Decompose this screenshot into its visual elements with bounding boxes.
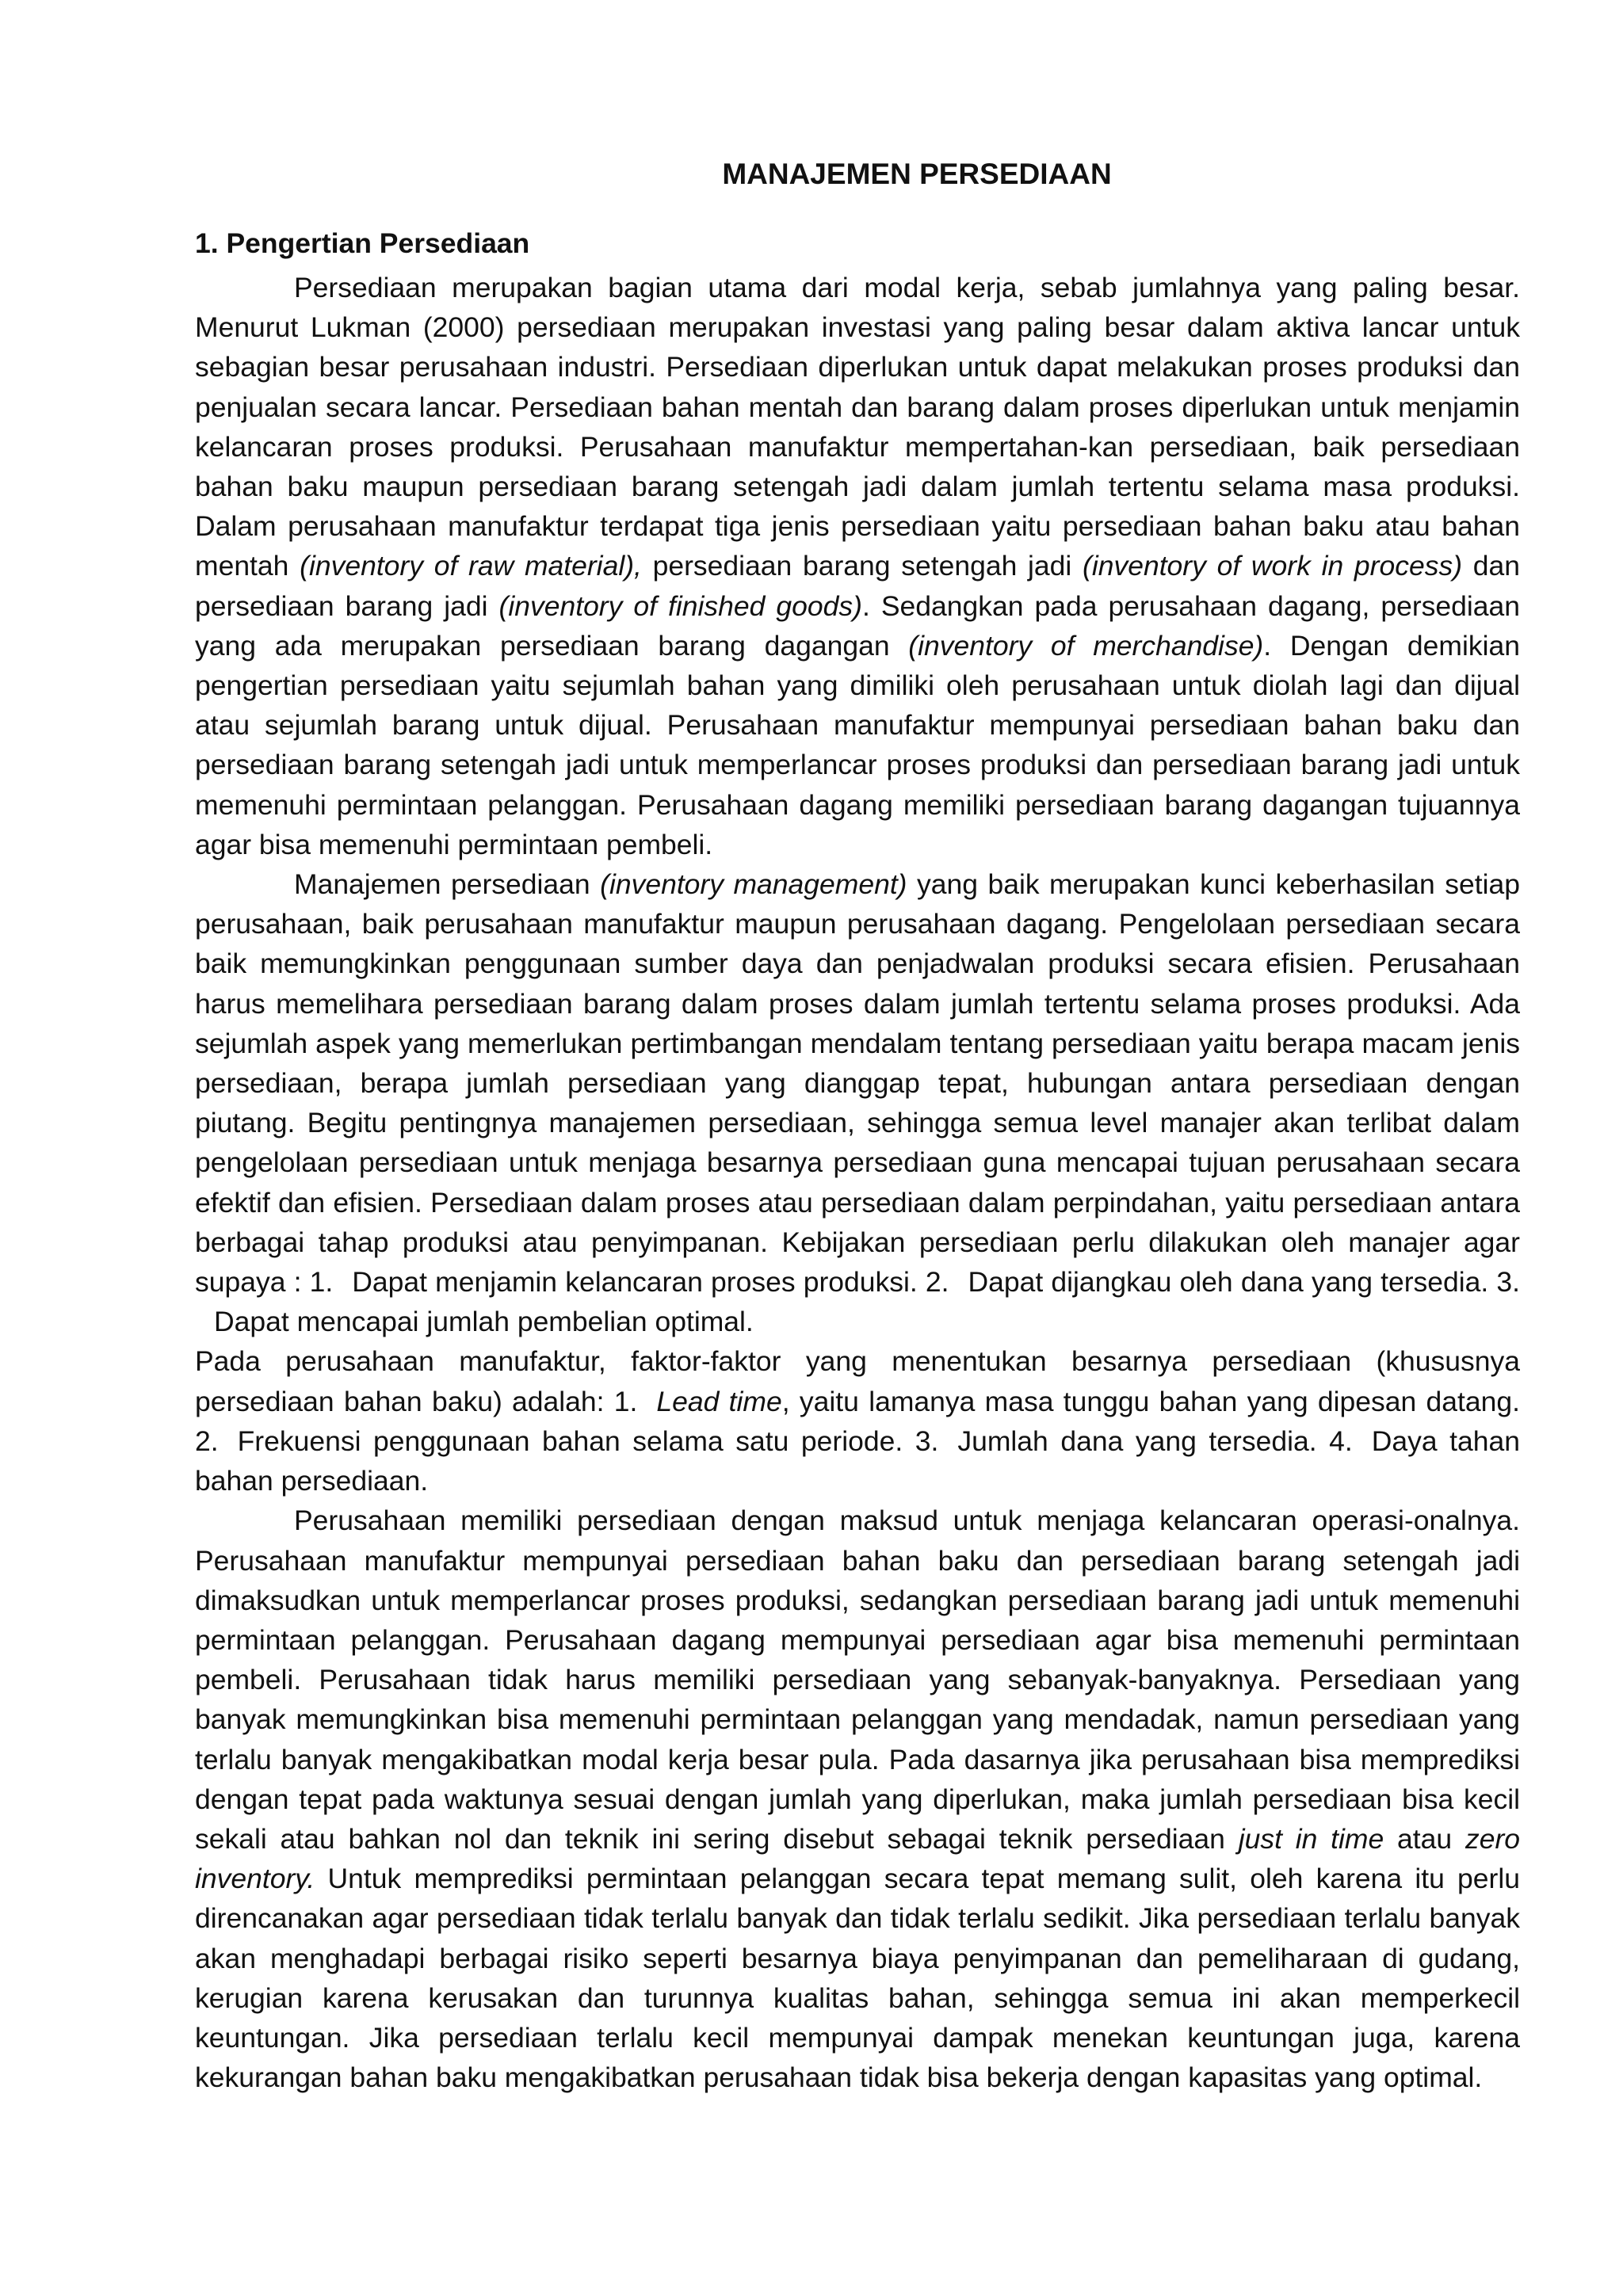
p2-text-a: Manajemen persediaan (294, 868, 601, 901)
p4-text-a: Perusahaan memiliki persediaan dengan maksud untuk menjaga kelancaran operasi-onalnya. Perusahaan manufaktur mempunyai persediaan bahan baku dan persediaan barang setengah jadi dimaksudkan untuk memperlancar proses produksi, sedangkan persediaan barang jadi untuk memenuhi permintaan pelanggan. Perusahaan dagang mempunyai persediaan agar bisa memenuhi permintaan pembeli. Perusahaan tidak harus memiliki persediaan yang sebanyak-banyaknya. Persediaan yang banyak memungkinkan bisa memenuhi permintaan pelanggan yang mendadak, namun persediaan yang terlalu banyak mengakibatkan modal kerja besar pula. Pada dasarnya jika perusahaan bisa memprediksi dengan tepat pada waktunya sesuai dengan jumlah yang diperlukan, maka jumlah persediaan bisa kecil sekali atau bahkan nol dan teknik ini sering disebut sebagai teknik persediaan (195, 1505, 1520, 1855)
p1-italic-b: (inventory of raw material), (300, 550, 642, 582)
document-page (195, 151, 1520, 2097)
p1-text-i: . Dengan demikian pengertian persediaan yaitu sejumlah bahan yang dimiliki oleh perusahaan untuk diolah lagi dan dijual atau sejumlah barang untuk dijual. Perusahaan manufaktur mempunyai persediaan bahan baku dan persediaan barang setengah jadi untuk memperlancar proses produksi dan persediaan barang jadi untuk memenuhi permintaan pelanggan. Perusahaan dagang memiliki persediaan barang dagangan tujuannya agar bisa memenuhi permintaan pembeli. (195, 629, 1520, 860)
paragraph-2 (195, 864, 1520, 1341)
p3-text-e: Jumlah dana yang tersedia. 4. (957, 1425, 1353, 1457)
p1-text-g: . Sedangkan pada perusahaan dagang, persediaan yang ada merupakan persediaan barang dagangan (195, 589, 1521, 662)
p1-text-e: dan persediaan barang jadi (195, 550, 1520, 622)
p2-text-c: yang baik merupakan kunci keberhasilan setiap perusahaan, baik perusahaan manufaktur maupun perusahaan dagang. Pengelolaan persediaan secara baik memungkinkan penggunaan sumber daya dan penjadwalan produksi secara efisien. Perusahaan harus memelihara persediaan barang dalam proses dalam jumlah tertentu selama proses produksi. Ada sejumlah aspek yang memerlukan pertimbangan mendalam tentang persediaan yaitu berapa macam jenis persediaan, berapa jumlah persediaan yang dianggap tepat, hubungan antara persediaan dengan piutang. Begitu pentingnya manajemen persediaan, sehingga semua level manajer akan terlibat dalam pengelolaan persediaan untuk menjaga besarnya persediaan guna mencapai tujuan perusahaan secara efektif dan efisien. Persediaan dalam proses atau persediaan dalam perpindahan, yaitu persediaan antara berbagai tahap produksi atau penyimpanan. Kebijakan persediaan perlu dilakukan oleh manajer agar supaya : 1. (195, 868, 1521, 1299)
p3-italic-b: Lead time (656, 1385, 782, 1417)
document-title: MANAJEMEN PERSEDIAAN (722, 158, 1112, 190)
p2-italic-b: (inventory management) (600, 868, 907, 901)
paragraph-1 (195, 268, 1520, 864)
p1-italic-d: (inventory of work in process) (1083, 550, 1463, 582)
paragraph-3 (195, 1341, 1520, 1501)
p4-text-c: atau (1384, 1822, 1465, 1855)
p3-text-d: Frekuensi penggunaan bahan selama satu periode. 3. (237, 1425, 939, 1457)
p3-text-f: Daya tahan bahan persediaan. (195, 1425, 1520, 1497)
p3-text-c: , yaitu lamanya masa tunggu bahan yang dipesan datang. 2. (195, 1385, 1520, 1457)
p4-italic-d: zero inventory. (195, 1822, 1521, 1895)
p1-italic-f: (inventory of finished goods) (498, 589, 862, 622)
p2-text-f: Dapat mencapai jumlah pembelian optimal. (214, 1306, 754, 1338)
p4-italic-b: just in time (1238, 1822, 1384, 1855)
p1-text-a: Persediaan merupakan bagian utama dari modal kerja, sebab jumlahnya yang paling besar. Menurut Lukman (2000) persediaan merupakan investasi yang paling besar dalam aktiva lancar untuk sebagian besar perusahaan industri. Persediaan diperlukan untuk dapat melakukan proses produksi dan penjualan secara lancar. Persediaan bahan mentah dan barang dalam proses diperlukan untuk menjamin kelancaran proses produksi. Perusahaan manufaktur mempertahan-kan persediaan, baik persediaan bahan baku maupun persediaan barang setengah jadi dalam jumlah tertentu selama masa produksi. Dalam perusahaan manufaktur terdapat tiga jenis persediaan yaitu persediaan bahan baku atau bahan mentah (195, 272, 1520, 582)
p3-text-a: Pada perusahaan manufaktur, faktor-faktor yang menentukan besarnya persediaan (khususnya persediaan bahan baku) adalah: 1. (195, 1345, 1520, 1417)
p1-italic-h: (inventory of merchandise) (908, 629, 1264, 662)
p1-text-c: persediaan barang setengah jadi (641, 550, 1083, 582)
section-heading: 1. Pengertian Persediaan (195, 227, 530, 259)
p2-text-e: Dapat dijangkau oleh dana yang tersedia. 3. (968, 1266, 1521, 1299)
p2-text-d: Dapat menjamin kelancaran proses produksi. 2. (352, 1266, 949, 1299)
paragraph-4 (195, 1501, 1520, 2097)
p4-text-e: Untuk memprediksi permintaan pelanggan secara tepat memang sulit, oleh karena itu perlu direncanakan agar persediaan tidak terlalu banyak dan tidak terlalu sedikit. Jika persediaan terlalu banyak akan menghadapi berbagai risiko seperti besarnya biaya penyimpanan dan pemeliharaan di gudang, kerugian karena kerusakan dan turunnya kualitas bahan, sehingga semua ini akan memperkecil keuntungan. Jika persediaan terlalu kecil mempunyai dampak menekan keuntungan juga, karena kekurangan bahan baku mengakibatkan perusahaan tidak bisa bekerja dengan kapasitas yang optimal. (195, 1863, 1520, 2094)
